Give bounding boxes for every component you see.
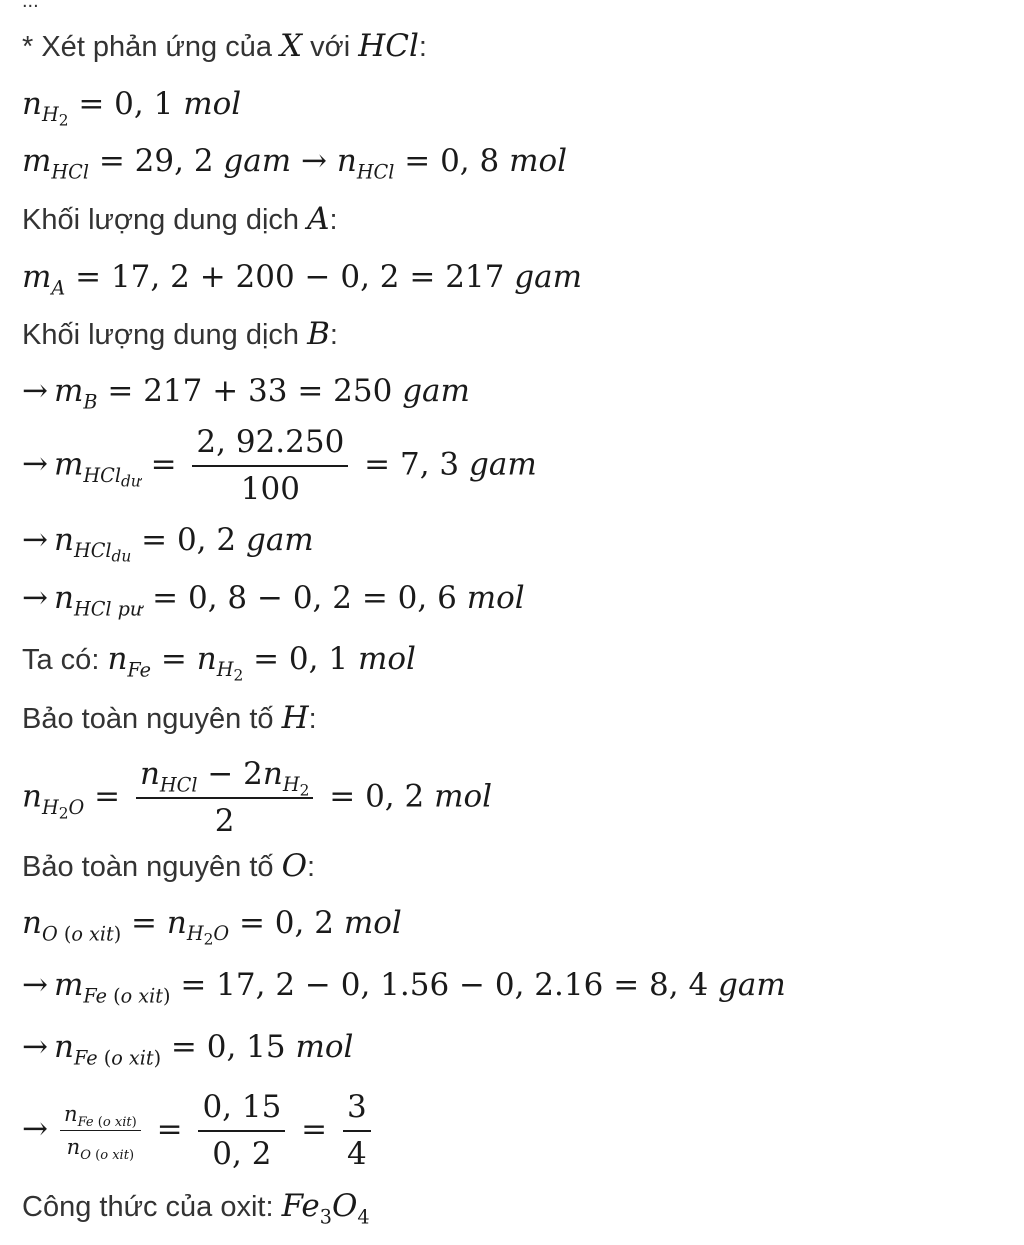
eq-n-fe-oxit: → $n_{Fe (o xit)} = 0$, 15 mol	[22, 1029, 354, 1070]
eq-n-o-oxit: $n_{O (o xit)} = n_{H_2O} = 0$, 2 mol	[22, 905, 402, 949]
eq-n-fe: Ta có: $n_{Fe} = n_{H_2} = 0$, 1 mol	[22, 641, 416, 685]
line-react-x-hcl: * Xét phản ứng của X với HCl:	[22, 28, 427, 64]
eq-n-h2: $n_{H_2} = 0$, 1 mol	[22, 86, 242, 130]
text-mass-a: Khối lượng dung dịch A:	[22, 201, 338, 237]
eq-m-b: → $m_B = 217 + 33 = 250$ gam	[22, 373, 470, 414]
text-conserve-h: Bảo toàn nguyên tố H:	[22, 700, 317, 736]
eq-m-hcl-du: → $m_{HCl_{dư}}$ = $\frac{2, 92.250}{100}$ = 7, 3 gam	[22, 424, 537, 507]
eq-ratio: → $\frac{n_{Fe (o xit)}}{n_{O (o xit)}}$ = $\frac{0, 15}{0, 2}$ = $\frac{3}{4}$	[22, 1088, 377, 1174]
eq-m-a: $m_A = 17$, 2 + 200 − 0, 2 = 217 gam	[22, 259, 582, 300]
text-formula: Công thức của oxit: $Fe_3O_4$	[22, 1188, 370, 1229]
eq-m-hcl: $m_{HCl} = 29$, 2 gam → $n_{HCl} = 0$, 8 mol	[22, 143, 568, 184]
fraction: $\frac{n_{HCl} - 2n_{H_2}}{2}$	[136, 755, 313, 841]
text-mass-b: Khối lượng dung dịch B:	[22, 316, 338, 352]
text-conserve-o: Bảo toàn nguyên tố O:	[22, 848, 316, 884]
fraction: $\frac{2, 92.250}{100}$	[192, 423, 348, 509]
fraction: $\frac{3}{4}$	[343, 1088, 371, 1174]
eq-m-fe-oxit: → $m_{Fe (o xit)} = 17$, 2 − 0, 1.56 − 0, 2.16 = 8, 4 gam	[22, 967, 786, 1008]
eq-n-hcl-pu: → $n_{HCl pư} = 0$, 8 − 0, 2 = 0, 6 mol	[22, 580, 525, 621]
top-cut-text: ...	[22, 0, 39, 12]
eq-n-h2o: $n_{H_2O}$ = $\frac{n_{HCl} - 2n_{H_2}}{2}$ = 0, 2 mol	[22, 756, 493, 839]
fraction: $\frac{0, 15}{0, 2}$	[198, 1088, 285, 1174]
fraction: $\frac{n_{Fe (o xit)}}{n_{O (o xit)}}$	[60, 1101, 141, 1161]
eq-n-hcl-du: → $n_{HCl_{du}} = 0$, 2 gam	[22, 522, 314, 566]
